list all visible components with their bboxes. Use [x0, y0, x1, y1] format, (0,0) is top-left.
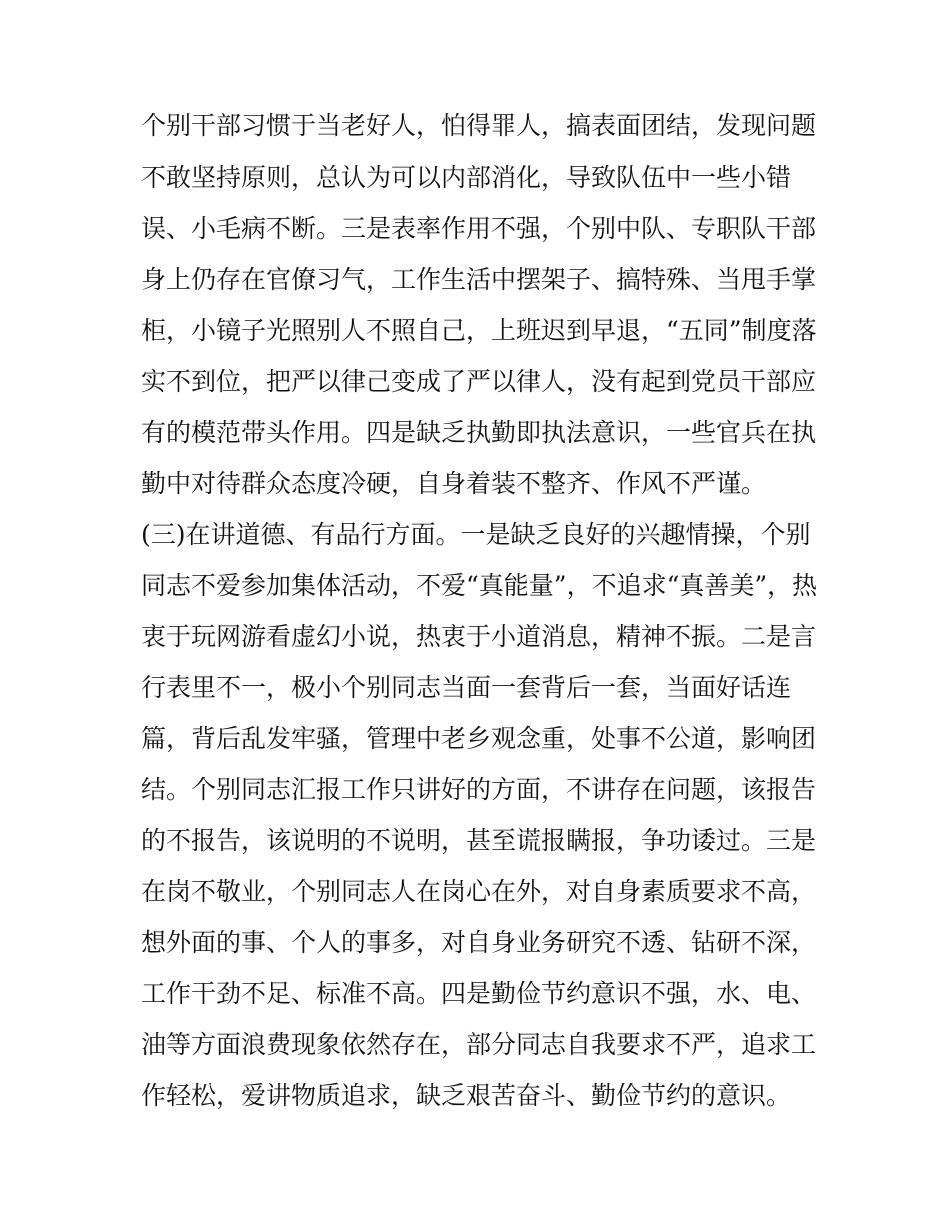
text-line: 柜，小镜子光照别人不照自己，上班迟到早退，“五同”制度落	[141, 316, 817, 345]
text-line: 同志不爱参加集体活动，不爱“真能量”，不追求“真善美”，热	[141, 571, 818, 600]
text-line: 有的模范带头作用。四是缺乏执勤即执法意识，一些官兵在执	[141, 418, 817, 447]
text-line: 作轻松，爱讲物质追求，缺乏艰苦奋斗、勤俭节约的意识。	[141, 1081, 792, 1110]
text-line: 实不到位，把严以律己变成了严以律人，没有起到党员干部应	[141, 367, 817, 396]
text-line: 在岗不敬业，个别同志人在岗心在外，对自身素质要求不高，	[141, 877, 817, 906]
text-line: 不敢坚持原则，总认为可以内部消化，导致队伍中一些小错	[141, 163, 792, 192]
text-line: 身上仍存在官僚习气，工作生活中摆架子、搞特殊、当甩手掌	[141, 265, 817, 294]
text-line: 勤中对待群众态度冷硬，自身着装不整齐、作风不严谨。	[141, 469, 767, 498]
section-heading-line: (三)在讲道德、有品行方面。一是缺乏良好的兴趣情操，个别	[141, 520, 811, 549]
text-line: 篇，背后乱发牢骚，管理中老乡观念重，处事不公道，影响团	[141, 724, 817, 753]
text-line: 衷于玩网游看虚幻小说，热衷于小道消息，精神不振。二是言	[141, 622, 817, 651]
text-line: 工作干劲不足、标准不高。四是勤俭节约意识不强，水、电、	[141, 979, 817, 1008]
text-line: 结。个别同志汇报工作只讲好的方面，不讲存在问题，该报告	[141, 775, 817, 804]
text-line: 个别干部习惯于当老好人，怕得罪人，搞表面团结，发现问题	[141, 111, 817, 140]
text-line: 的不报告，该说明的不说明，甚至谎报瞒报，争功诿过。三是	[141, 826, 817, 855]
text-line: 行表里不一，极小个别同志当面一套背后一套，当面好话连	[141, 673, 792, 702]
text-line: 想外面的事、个人的事多，对自身业务研究不透、钻研不深，	[141, 928, 817, 957]
text-line: 误、小毛病不断。三是表率作用不强，个别中队、专职队干部	[141, 214, 817, 243]
text-line: 油等方面浪费现象依然存在，部分同志自我要求不严，追求工	[141, 1030, 817, 1059]
